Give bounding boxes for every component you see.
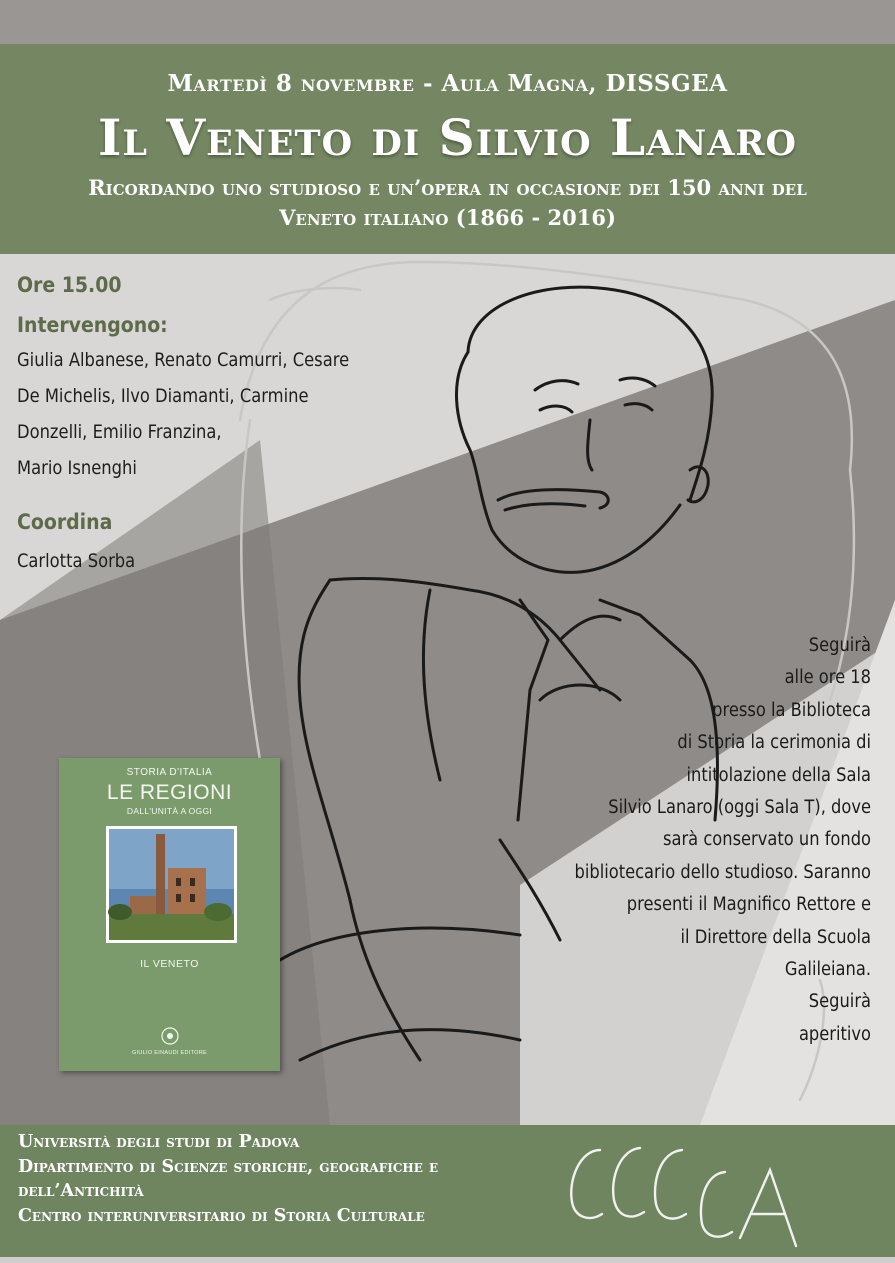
followup-line: Seguirà — [808, 635, 871, 656]
footer-line: Università degli studi di Padova — [18, 1132, 300, 1152]
followup-line: Seguirà — [808, 991, 871, 1013]
speakers-line: Mario Isnenghi — [17, 457, 137, 479]
followup-line: presenti il Magnifico Rettore e — [626, 894, 871, 916]
speakers-line: Giulia Albanese, Renato Camurri, Cesare — [17, 349, 350, 371]
followup-line: intitolazione della Sala — [686, 764, 871, 786]
followup-line: alle ore 18 — [784, 667, 871, 689]
cssc-ga-logo — [560, 1130, 810, 1250]
time-label: Ore 15.00 — [17, 273, 122, 297]
book-title: LE REGIONI — [106, 781, 233, 804]
followup-line: il Direttore della Scuola — [680, 926, 871, 948]
book-cover-photo — [106, 826, 237, 943]
event-title: Il Veneto di Silvio Lanaro — [97, 108, 797, 167]
book-cover — [59, 758, 280, 1071]
publisher-logo-icon — [160, 1026, 180, 1046]
subtitle-line: Veneto italiano (1866 - 2016) — [279, 205, 616, 230]
speakers-list — [17, 342, 349, 486]
footer-line: Centro interuniversitario di Storia Culturale — [18, 1205, 425, 1226]
book-publisher: GIULIO EINAUDI EDITORE — [132, 1050, 207, 1056]
book-series: STORIA D'ITALIA — [126, 767, 213, 778]
followup-text — [451, 630, 871, 1051]
subtitle-line: Ricordando uno studioso e un’opera in occasione dei 150 anni del — [88, 175, 807, 200]
followup-line: presso la Biblioteca — [712, 699, 871, 721]
speakers-line: Donzelli, Emilio Franzina, — [17, 421, 222, 443]
footer-line: dell’Antichità — [18, 1181, 144, 1201]
speakers-line: De Michelis, Ilvo Diamanti, Carmine — [17, 385, 309, 407]
footer-line: Dipartimento di Scienze storiche, geografiche e — [18, 1156, 439, 1177]
followup-line: bibliotecario dello studioso. Saranno — [574, 861, 871, 883]
followup-line: Silvio Lanaro (oggi Sala T), dove — [608, 797, 871, 819]
followup-line: sarà conservato un fondo — [663, 829, 871, 851]
followup-line: di Storia la cerimonia di — [677, 732, 871, 754]
footer-institutions — [18, 1130, 438, 1228]
event-date: Martedì 8 novembre - Aula Magna, DISSGEA — [167, 70, 728, 97]
book-subtitle: DALL'UNITÀ A OGGI — [126, 806, 213, 816]
speakers-label: Intervengono: — [17, 313, 168, 337]
event-subtitle — [20, 173, 875, 233]
book-volume: IL VENETO — [140, 958, 199, 970]
followup-line: aperitivo — [798, 1023, 871, 1045]
chair-name: Carlotta Sorba — [17, 550, 136, 572]
followup-line: Galileiana. — [784, 959, 871, 981]
chair-label: Coordina — [17, 510, 113, 534]
